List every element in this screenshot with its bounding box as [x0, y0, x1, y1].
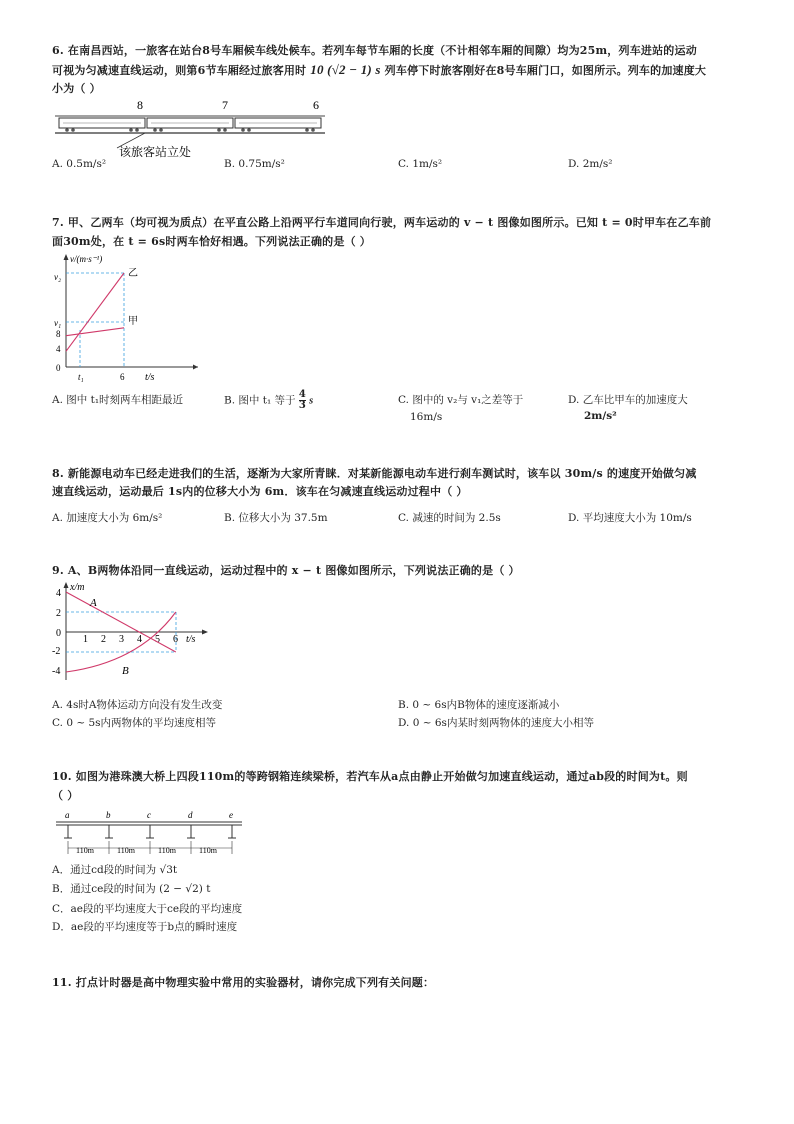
span-de: 110m	[199, 846, 217, 855]
car-label-8: 8	[137, 98, 143, 112]
q9-xt-chart	[50, 580, 210, 685]
q8-option-a: A. 加速度大小为 6m/s²	[52, 512, 163, 524]
point-e: e	[229, 810, 233, 820]
q9-xtick-6: 6	[173, 634, 178, 645]
q7-series-jia-label: 甲	[128, 316, 138, 327]
q8-line1: 8. 新能源电动车已经走进我们的生活，逐渐为大家所青睐．对某新能源电动车进行刹车测试时，该车以 30m/s 的速度开始做匀减	[52, 467, 697, 480]
q10-bridge-figure	[54, 810, 244, 856]
q6-option-a: A. 0.5m/s²	[52, 158, 107, 170]
q7-ytick-v2: v₂	[54, 272, 62, 282]
point-b: b	[106, 810, 111, 820]
q10-option-c: C．ae段的平均速度大于ce段的平均速度	[52, 903, 243, 915]
q7-vt-chart	[50, 252, 200, 387]
q6-line2	[52, 62, 706, 78]
q7-line1: 7. 甲、乙两车（均可视为质点）在平直公路上沿两平行车道同向行驶，两车运动的 v − t 图像如图所示。已知 t = 0时甲车在乙车前	[52, 216, 712, 229]
q6-line3: 小为（ ）	[52, 82, 101, 95]
q6-option-b: B. 0.75m/s²	[224, 158, 285, 170]
q9-ytick-2: 2	[56, 608, 61, 619]
car-label-6: 6	[313, 98, 319, 112]
passenger-caption: 该旅客站立处	[119, 145, 192, 159]
q7-option-c2: 16m/s	[410, 411, 443, 423]
q10-line2: （ ）	[52, 789, 79, 802]
q7-ytick-8: 8	[56, 329, 61, 339]
q7-line2: 面30m处，在 t = 6s时两车恰好相遇。下列说法正确的是（ ）	[52, 235, 372, 248]
q9-series-a-label: A	[90, 597, 97, 609]
q7-option-b-den: 3	[298, 400, 306, 411]
q7-ytick-4: 4	[56, 344, 61, 354]
q8-line2: 速直线运动，运动最后 1s内的位移大小为 6m．该车在匀减速直线运动过程中（ ）	[52, 485, 468, 498]
q7-xtick-6: 6	[120, 372, 125, 382]
q7-option-b-unit: s	[309, 395, 314, 407]
q7-xtick-t1: t₁	[78, 372, 84, 382]
q9-option-b: B. 0 ~ 6s内B物体的速度逐渐减小	[398, 699, 560, 711]
q10-option-b: B．通过ce段的时间为 (2 − √2) t	[52, 883, 211, 895]
q7-ylabel: v/(m·s⁻¹)	[70, 254, 103, 264]
q7-series-yi-label: 乙	[128, 268, 138, 279]
q6-line2a: 可视为匀减速直线运动，则第6节车厢经过旅客用时	[52, 64, 307, 77]
span-cd: 110m	[158, 846, 176, 855]
q9-xtick-4: 4	[137, 634, 142, 645]
q7-option-d1: D. 乙车比甲车的加速度大	[568, 394, 688, 406]
q6-line1: 6. 在南昌西站，一旅客在站台8号车厢候车线处候车。若列车每节车厢的长度（不计相邻车厢的间隙）均为25m，列车进站的运动	[52, 44, 697, 57]
q9-ytick-neg2: -2	[52, 646, 61, 657]
q6-train-figure	[55, 98, 330, 160]
q7-series-jia-line	[66, 328, 124, 336]
q7-option-b	[224, 390, 313, 411]
q7-xlabel: t/s	[145, 372, 155, 383]
q9-option-a: A. 4s时A物体运动方向没有发生改变	[52, 699, 223, 711]
point-a: a	[65, 810, 70, 820]
span-bc: 110m	[117, 846, 135, 855]
q10-option-d: D．ae段的平均速度等于b点的瞬时速度	[52, 921, 238, 933]
q7-ytick-0: 0	[56, 363, 61, 373]
q7-ytick-v1: v₁	[54, 318, 62, 328]
q6-option-d: D. 2m/s²	[568, 158, 613, 170]
q9-xlabel: t/s	[186, 634, 196, 645]
q8-option-c: C. 减速的时间为 2.5s	[398, 512, 501, 524]
q9-series-b-label: B	[122, 665, 129, 677]
q9-xtick-2: 2	[101, 634, 106, 645]
q11-line1: 11. 打点计时器是高中物理实验中常用的实验器材，请你完成下列有关问题：	[52, 976, 435, 989]
q7-option-b-num: 4	[298, 389, 306, 400]
q9-ytick-4: 4	[56, 588, 61, 599]
q9-ytick-0: 0	[56, 628, 61, 639]
q10-line1: 10. 如图为港珠澳大桥上四段110m的等跨钢箱连续梁桥，若汽车从a点由静止开始做匀加速直线运动，通过ab段的时间为t。则	[52, 770, 688, 783]
q7-series-yi-line	[66, 273, 124, 351]
q9-xtick-5: 5	[155, 634, 160, 645]
q7-option-c1: C. 图中的 v₂与 v₁之差等于	[398, 394, 524, 406]
q9-ylabel: x/m	[70, 582, 85, 593]
q8-option-b: B. 位移大小为 37.5m	[224, 512, 328, 524]
q10-option-a: A．通过cd段的时间为 √3t	[52, 864, 178, 876]
q7-option-d2: 2m/s²	[584, 410, 617, 422]
q9-option-d: D. 0 ~ 6s内某时刻两物体的速度大小相等	[398, 717, 594, 729]
train-cars	[55, 118, 325, 133]
q9-option-c: C. 0 ~ 5s内两物体的平均速度相等	[52, 717, 217, 729]
point-d: d	[188, 810, 193, 820]
span-ab: 110m	[76, 846, 94, 855]
q6-option-c: C. 1m/s²	[398, 158, 443, 170]
q9-line1: 9. A、B两物体沿同一直线运动，运动过程中的 x − t 图像如图所示，下列说法正确的是（ ）	[52, 564, 520, 577]
q7-guides	[66, 273, 124, 367]
q8-option-d: D. 平均速度大小为 10m/s	[568, 512, 692, 524]
q9-xtick-3: 3	[119, 634, 124, 645]
q7-option-b-text: B. 图中 t₁ 等于	[224, 394, 296, 407]
point-c: c	[147, 810, 151, 820]
q9-xtick-1: 1	[83, 634, 88, 645]
q6-expression: 10 (√2 − 1) s	[310, 62, 381, 77]
q7-option-a: A. 图中 t₁时刻两车相距最近	[52, 394, 184, 406]
car-label-7: 7	[222, 98, 228, 112]
q9-ytick-neg4: -4	[52, 666, 61, 677]
q6-line2b: 列车停下时旅客刚好在8号车厢门口，如图所示。列车的加速度大	[384, 64, 707, 77]
